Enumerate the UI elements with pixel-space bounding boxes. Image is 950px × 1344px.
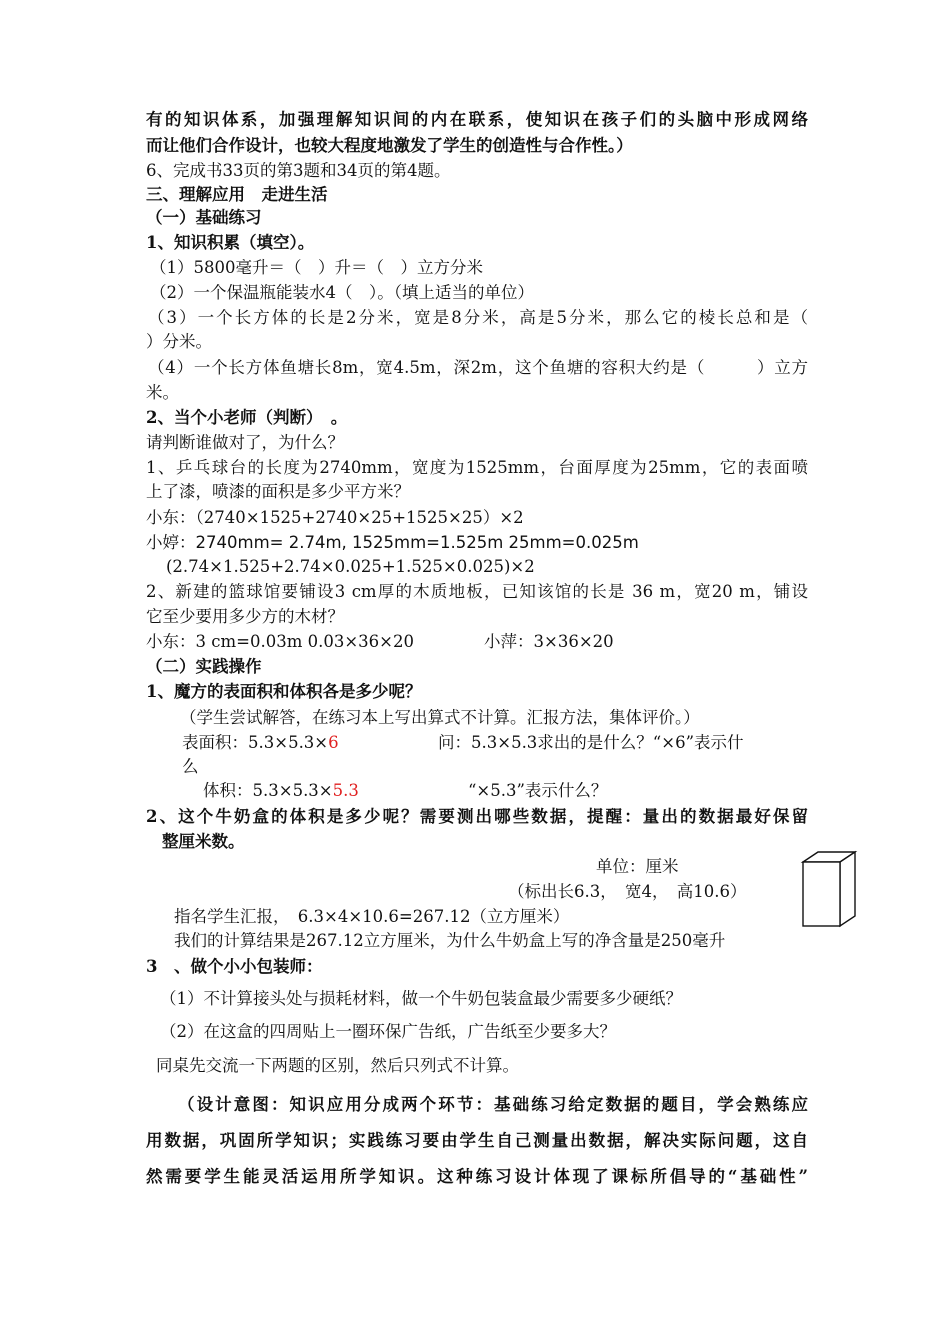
question-line: 么 xyxy=(182,757,199,776)
formula-text: 体积：5.3×5.3× xyxy=(203,781,333,800)
formula-text: 表面积：5.3×5.3× xyxy=(182,733,329,752)
design-note-line: 然需要学生能灵活运用所学知识。这种练习设计体现了课标所倡导的“基础性” xyxy=(146,1167,808,1186)
problem-line: 上了漆，喷漆的面积是多少平方米？ xyxy=(146,482,410,501)
question-line: “×5.3”表示什么？ xyxy=(468,781,608,800)
question-line: （3）一个长方体的长是2分米，宽是8分米，高是5分米，那么它的棱长总和是（ xyxy=(148,308,808,327)
subsection-heading: （二）实践操作 xyxy=(146,657,262,676)
highlight-number: 6 xyxy=(328,733,339,752)
formula-line xyxy=(203,780,359,802)
paragraph-line: 有的知识体系，加强理解知识间的内在联系，使知识在孩子们的头脑中形成网络 xyxy=(146,110,808,129)
question-line: （4）一个长方体鱼塘长8m，宽4.5m，深2m，这个鱼塘的容积大约是（ ）立方 xyxy=(148,358,808,377)
problem-line: 它至少要用多少方的木材？ xyxy=(146,607,344,626)
question-line: （2）一个保温瓶能装水4（ ）。（填上适当的单位） xyxy=(150,283,534,302)
answer-line: 小萍：3×36×20 xyxy=(484,632,614,651)
subsection-heading: （一）基础练习 xyxy=(146,208,262,227)
report-line: 我们的计算结果是267.12立方厘米，为什么牛奶盒上写的净含量是250毫升 xyxy=(174,931,726,950)
problem-line: 1、乒乓球台的长度为2740mm，宽度为1525mm，台面厚度为25mm，它的表面喷 xyxy=(146,458,808,477)
answer-line: (2.74×1.525+2.74×0.025+1.525×0.025)×2 xyxy=(166,557,535,576)
instruction-line: 同桌先交流一下两题的区别，然后只列式不计算。 xyxy=(156,1056,519,1075)
dimension-label: （标出长6.3， 宽4， 高10.6） xyxy=(508,882,747,901)
question-line: （2）在这盒的四周贴上一圈环保广告纸，广告纸至少要多大？ xyxy=(160,1022,616,1041)
question-line: ）分米。 xyxy=(146,332,212,351)
exercise-heading: 2、这个牛奶盒的体积是多少呢？需要测出哪些数据，提醒：量出的数据最好保留 xyxy=(146,807,808,826)
question-line: （1）不计算接头处与损耗材料，做一个牛奶包装盒最少需要多少硬纸？ xyxy=(160,989,682,1008)
exercise-heading: 整厘米数。 xyxy=(162,832,245,851)
exercise-heading: 1、魔方的表面积和体积各是多少呢？ xyxy=(146,682,422,701)
milk-carton-figure xyxy=(800,850,860,930)
problem-line: 2、新建的篮球馆要铺设3 cm厚的木质地板，已知该馆的长是 36 m，宽20 m，铺设 xyxy=(146,582,808,601)
highlight-number: 5.3 xyxy=(332,781,359,800)
answer-line: 小东：3 cm=0.03m 0.03×36×20 xyxy=(146,632,414,651)
exercise-heading: 1、知识积累（填空）。 xyxy=(146,233,315,252)
design-note-line: 用数据，巩固所学知识；实践练习要由学生自己测量出数据，解决实际问题，这自 xyxy=(146,1131,808,1150)
formula-line xyxy=(182,732,339,754)
question-line: 米。 xyxy=(146,383,179,402)
paragraph-line: 而让他们合作设计，也较大程度地激发了学生的创造性与合作性。） xyxy=(146,136,633,155)
unit-label: 单位：厘米 xyxy=(596,857,679,876)
exercise-heading: 2、当个小老师（判断） 。 xyxy=(146,408,348,427)
answer-line: 小东：（2740×1525+2740×25+1525×25）×2 xyxy=(146,508,524,527)
answer-line: 小婷：2740mm= 2.74m, 1525mm=1.525m 25mm=0.025m xyxy=(146,533,639,552)
exercise-heading: 3 、做个小小包装师： xyxy=(146,957,323,976)
task-line: 6、完成书33页的第3题和34页的第4题。 xyxy=(146,161,451,180)
section-heading: 三、理解应用 走进生活 xyxy=(146,185,328,204)
question-line: 问：5.3×5.3求出的是什么？“×6”表示什 xyxy=(438,733,744,752)
prompt-line: 请判断谁做对了，为什么？ xyxy=(146,433,344,452)
design-note-line: （设计意图：知识应用分成两个环节：基础练习给定数据的题目，学会熟练应 xyxy=(178,1095,808,1114)
question-line: （1）5800毫升＝（ ）升＝（ ）立方分米 xyxy=(150,258,483,277)
note-line: （学生尝试解答，在练习本上写出算式不计算。汇报方法，集体评价。） xyxy=(180,708,700,727)
report-line: 指名学生汇报， 6.3×4×10.6=267.12（立方厘米） xyxy=(174,907,570,926)
